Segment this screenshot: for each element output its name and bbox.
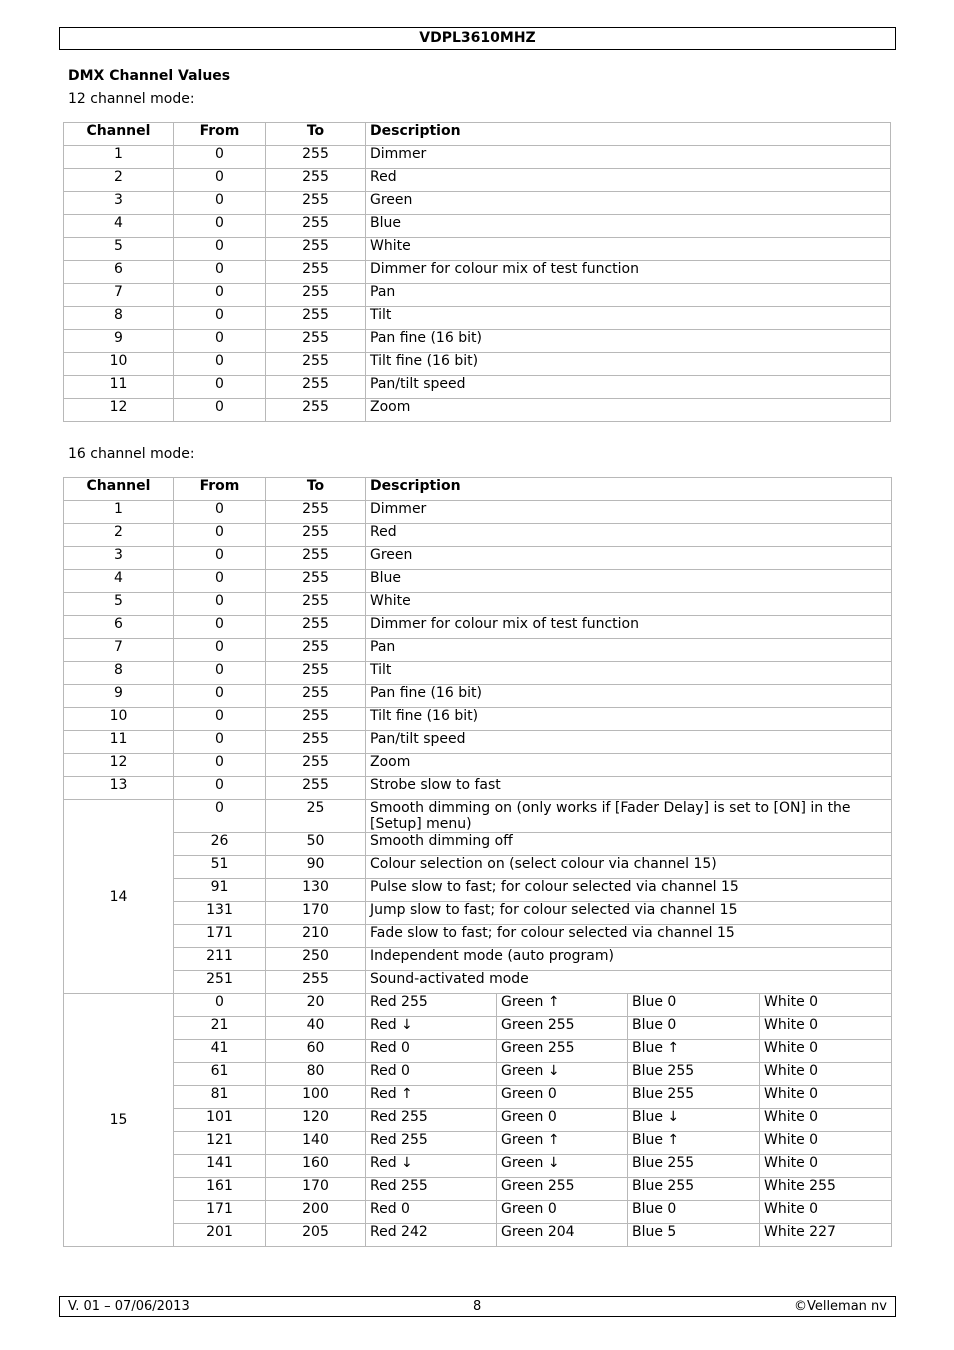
cell-from: 0	[174, 215, 266, 238]
table-row	[64, 902, 892, 925]
cell-description: Tilt	[366, 662, 892, 685]
cell-from: 251	[174, 971, 266, 994]
cell-from: 41	[174, 1040, 266, 1063]
table-row	[64, 570, 892, 593]
cell-to: 255	[266, 146, 366, 169]
cell-white: White 227	[760, 1224, 892, 1247]
cell-description: Fade slow to fast; for colour selected via channel 15	[366, 925, 892, 948]
table-row	[64, 731, 892, 754]
table-row	[64, 777, 892, 800]
cell-from: 0	[174, 146, 266, 169]
cell-from: 0	[174, 353, 266, 376]
cell-to: 255	[266, 639, 366, 662]
table-row	[64, 307, 891, 330]
cell-to: 50	[266, 833, 366, 856]
cell-green: Green 0	[497, 1109, 628, 1132]
cell-from: 21	[174, 1017, 266, 1040]
cell-description: Red	[366, 524, 892, 547]
cell-description: Tilt	[366, 307, 891, 330]
cell-description: Pulse slow to fast; for colour selected via channel 15	[366, 879, 892, 902]
cell-to: 255	[266, 353, 366, 376]
cell-to: 255	[266, 524, 366, 547]
cell-to: 255	[266, 215, 366, 238]
table-row	[64, 754, 892, 777]
cell-channel: 4	[64, 570, 174, 593]
table-row	[64, 1040, 892, 1063]
cell-to: 140	[266, 1132, 366, 1155]
table-row	[64, 501, 892, 524]
cell-white: White 0	[760, 1040, 892, 1063]
cell-to: 255	[266, 307, 366, 330]
cell-description: Red	[366, 169, 891, 192]
cell-description: Tilt fine (16 bit)	[366, 353, 891, 376]
cell-to: 170	[266, 902, 366, 925]
cell-to: 255	[266, 399, 366, 422]
cell-from: 0	[174, 376, 266, 399]
cell-blue: Blue 255	[628, 1155, 760, 1178]
section-title: DMX Channel Values	[68, 68, 231, 84]
cell-to: 255	[266, 731, 366, 754]
cell-description: Dimmer for colour mix of test function	[366, 261, 891, 284]
cell-from: 0	[174, 639, 266, 662]
cell-red: Red 0	[366, 1063, 497, 1086]
cell-to: 255	[266, 777, 366, 800]
cell-description: White	[366, 238, 891, 261]
cell-from: 0	[174, 261, 266, 284]
table-row	[64, 192, 891, 215]
cell-from: 26	[174, 833, 266, 856]
table-row	[64, 376, 891, 399]
cell-green: Green 0	[497, 1201, 628, 1224]
cell-red: Red 242	[366, 1224, 497, 1247]
footer-page-number: 8	[473, 1299, 482, 1314]
cell-green: Green 255	[497, 1040, 628, 1063]
cell-green: Green 204	[497, 1224, 628, 1247]
cell-to: 255	[266, 662, 366, 685]
cell-blue: Blue ↑	[628, 1132, 760, 1155]
cell-from: 0	[174, 501, 266, 524]
cell-blue: Blue 0	[628, 1017, 760, 1040]
table-row	[64, 856, 892, 879]
cell-from: 0	[174, 307, 266, 330]
cell-to: 255	[266, 971, 366, 994]
cell-channel: 8	[64, 662, 174, 685]
cell-description: Independent mode (auto program)	[366, 948, 892, 971]
cell-green: Green ↓	[497, 1063, 628, 1086]
table-row	[64, 1178, 892, 1201]
col-description: Description	[366, 123, 891, 146]
cell-to: 255	[266, 330, 366, 353]
cell-channel: 15	[64, 994, 174, 1247]
cell-to: 255	[266, 261, 366, 284]
cell-description: Colour selection on (select colour via channel 15)	[366, 856, 892, 879]
cell-from: 121	[174, 1132, 266, 1155]
cell-from: 101	[174, 1109, 266, 1132]
cell-to: 20	[266, 994, 366, 1017]
table-row	[64, 1155, 892, 1178]
cell-to: 100	[266, 1086, 366, 1109]
cell-from: 131	[174, 902, 266, 925]
table-row	[64, 800, 892, 833]
header-title: VDPL3610MHZ	[419, 30, 536, 46]
cell-description: Smooth dimming off	[366, 833, 892, 856]
cell-green: Green ↑	[497, 1132, 628, 1155]
cell-to: 200	[266, 1201, 366, 1224]
table-row	[64, 1086, 892, 1109]
cell-red: Red ↓	[366, 1155, 497, 1178]
cell-description: Dimmer	[366, 501, 892, 524]
table-row	[64, 238, 891, 261]
cell-description: Strobe slow to fast	[366, 777, 892, 800]
cell-channel: 5	[64, 593, 174, 616]
cell-description: Blue	[366, 215, 891, 238]
cell-description: White	[366, 593, 892, 616]
cell-from: 0	[174, 238, 266, 261]
cell-blue: Blue ↓	[628, 1109, 760, 1132]
table-row	[64, 215, 891, 238]
cell-channel: 6	[64, 616, 174, 639]
table-row	[64, 639, 892, 662]
cell-description: Dimmer for colour mix of test function	[366, 616, 892, 639]
cell-from: 0	[174, 192, 266, 215]
cell-from: 141	[174, 1155, 266, 1178]
cell-description: Sound-activated mode	[366, 971, 892, 994]
col-to: To	[266, 478, 366, 501]
cell-from: 0	[174, 800, 266, 833]
cell-white: White 255	[760, 1178, 892, 1201]
cell-channel: 1	[64, 146, 174, 169]
cell-channel: 11	[64, 731, 174, 754]
cell-channel: 12	[64, 399, 174, 422]
cell-to: 205	[266, 1224, 366, 1247]
table-row	[64, 971, 892, 994]
table16-caption: 16 channel mode:	[68, 446, 195, 462]
col-description: Description	[366, 478, 892, 501]
col-channel: Channel	[64, 123, 174, 146]
cell-to: 255	[266, 501, 366, 524]
table-row	[64, 169, 891, 192]
cell-to: 255	[266, 708, 366, 731]
cell-to: 160	[266, 1155, 366, 1178]
cell-description: Pan	[366, 284, 891, 307]
table-body	[64, 501, 892, 1247]
cell-description: Pan	[366, 639, 892, 662]
cell-to: 210	[266, 925, 366, 948]
cell-green: Green 255	[497, 1017, 628, 1040]
cell-to: 60	[266, 1040, 366, 1063]
footer-version: V. 01 – 07/06/2013	[68, 1299, 190, 1314]
table-row	[64, 1109, 892, 1132]
table-row	[64, 547, 892, 570]
cell-description: Pan fine (16 bit)	[366, 330, 891, 353]
cell-channel: 3	[64, 547, 174, 570]
cell-green: Green 255	[497, 1178, 628, 1201]
cell-to: 255	[266, 754, 366, 777]
cell-description: Smooth dimming on (only works if [Fader Delay] is set to [ON] in the [Setup] menu)	[366, 800, 892, 833]
cell-from: 81	[174, 1086, 266, 1109]
table-row	[64, 994, 892, 1017]
cell-white: White 0	[760, 994, 892, 1017]
table-header-row	[64, 123, 891, 146]
cell-to: 120	[266, 1109, 366, 1132]
cell-channel: 3	[64, 192, 174, 215]
cell-red: Red ↓	[366, 1017, 497, 1040]
cell-blue: Blue 255	[628, 1086, 760, 1109]
cell-channel: 4	[64, 215, 174, 238]
cell-from: 0	[174, 685, 266, 708]
cell-channel: 5	[64, 238, 174, 261]
cell-green: Green ↑	[497, 994, 628, 1017]
cell-red: Red 255	[366, 994, 497, 1017]
footer-copyright: ©Velleman nv	[793, 1299, 887, 1314]
cell-to: 255	[266, 169, 366, 192]
table-row	[64, 399, 891, 422]
table-row	[64, 524, 892, 547]
cell-channel: 11	[64, 376, 174, 399]
table-row	[64, 1063, 892, 1086]
cell-white: White 0	[760, 1201, 892, 1224]
page-footer	[59, 1296, 896, 1317]
cell-red: Red 0	[366, 1040, 497, 1063]
cell-to: 255	[266, 593, 366, 616]
table-row	[64, 284, 891, 307]
cell-from: 0	[174, 708, 266, 731]
cell-blue: Blue 255	[628, 1178, 760, 1201]
table-row	[64, 879, 892, 902]
table-12-channel	[63, 122, 891, 422]
table-row	[64, 616, 892, 639]
cell-to: 255	[266, 547, 366, 570]
cell-from: 211	[174, 948, 266, 971]
cell-to: 255	[266, 570, 366, 593]
cell-green: Green ↓	[497, 1155, 628, 1178]
cell-description: Zoom	[366, 754, 892, 777]
cell-description: Pan/tilt speed	[366, 376, 891, 399]
cell-to: 25	[266, 800, 366, 833]
table-row	[64, 833, 892, 856]
cell-channel: 14	[64, 800, 174, 994]
cell-white: White 0	[760, 1109, 892, 1132]
cell-description: Pan fine (16 bit)	[366, 685, 892, 708]
cell-channel: 10	[64, 353, 174, 376]
cell-to: 130	[266, 879, 366, 902]
cell-red: Red 255	[366, 1178, 497, 1201]
cell-from: 0	[174, 731, 266, 754]
cell-blue: Blue 0	[628, 994, 760, 1017]
cell-from: 0	[174, 330, 266, 353]
cell-description: Tilt fine (16 bit)	[366, 708, 892, 731]
table-row	[64, 1017, 892, 1040]
cell-white: White 0	[760, 1017, 892, 1040]
cell-white: White 0	[760, 1155, 892, 1178]
table-row	[64, 261, 891, 284]
cell-to: 80	[266, 1063, 366, 1086]
cell-from: 0	[174, 284, 266, 307]
cell-to: 40	[266, 1017, 366, 1040]
cell-white: White 0	[760, 1086, 892, 1109]
table-row	[64, 708, 892, 731]
cell-channel: 6	[64, 261, 174, 284]
cell-to: 255	[266, 376, 366, 399]
cell-blue: Blue 5	[628, 1224, 760, 1247]
cell-red: Red ↑	[366, 1086, 497, 1109]
cell-channel: 2	[64, 524, 174, 547]
cell-description: Jump slow to fast; for colour selected via channel 15	[366, 902, 892, 925]
cell-from: 0	[174, 399, 266, 422]
cell-red: Red 0	[366, 1201, 497, 1224]
cell-red: Red 255	[366, 1132, 497, 1155]
cell-to: 255	[266, 284, 366, 307]
cell-description: Green	[366, 192, 891, 215]
cell-channel: 12	[64, 754, 174, 777]
table-header-row	[64, 478, 892, 501]
cell-from: 171	[174, 925, 266, 948]
col-from: From	[174, 123, 266, 146]
cell-to: 255	[266, 616, 366, 639]
cell-blue: Blue 0	[628, 1201, 760, 1224]
cell-red: Red 255	[366, 1109, 497, 1132]
cell-description: Dimmer	[366, 146, 891, 169]
table-row	[64, 685, 892, 708]
table-row	[64, 593, 892, 616]
cell-from: 61	[174, 1063, 266, 1086]
table-row	[64, 1201, 892, 1224]
table-row	[64, 353, 891, 376]
cell-to: 255	[266, 238, 366, 261]
cell-channel: 9	[64, 685, 174, 708]
cell-from: 0	[174, 524, 266, 547]
cell-from: 0	[174, 994, 266, 1017]
cell-channel: 10	[64, 708, 174, 731]
cell-from: 0	[174, 662, 266, 685]
cell-to: 250	[266, 948, 366, 971]
cell-blue: Blue ↑	[628, 1040, 760, 1063]
cell-channel: 1	[64, 501, 174, 524]
cell-channel: 7	[64, 284, 174, 307]
cell-white: White 0	[760, 1063, 892, 1086]
table-row	[64, 330, 891, 353]
table-16-channel	[63, 477, 892, 1247]
cell-blue: Blue 255	[628, 1063, 760, 1086]
cell-green: Green 0	[497, 1086, 628, 1109]
cell-channel: 7	[64, 639, 174, 662]
col-to: To	[266, 123, 366, 146]
cell-from: 0	[174, 616, 266, 639]
cell-from: 0	[174, 547, 266, 570]
cell-description: Pan/tilt speed	[366, 731, 892, 754]
table-row	[64, 948, 892, 971]
cell-description: Green	[366, 547, 892, 570]
table-row	[64, 662, 892, 685]
col-from: From	[174, 478, 266, 501]
cell-description: Zoom	[366, 399, 891, 422]
cell-from: 161	[174, 1178, 266, 1201]
cell-from: 0	[174, 593, 266, 616]
cell-channel: 2	[64, 169, 174, 192]
cell-from: 0	[174, 169, 266, 192]
cell-to: 170	[266, 1178, 366, 1201]
cell-from: 0	[174, 777, 266, 800]
cell-to: 255	[266, 192, 366, 215]
cell-from: 201	[174, 1224, 266, 1247]
col-channel: Channel	[64, 478, 174, 501]
cell-to: 90	[266, 856, 366, 879]
cell-channel: 8	[64, 307, 174, 330]
table-row	[64, 925, 892, 948]
cell-channel: 13	[64, 777, 174, 800]
table-row	[64, 146, 891, 169]
page-header	[59, 27, 896, 50]
table-body	[64, 146, 891, 422]
cell-from: 51	[174, 856, 266, 879]
cell-from: 91	[174, 879, 266, 902]
cell-white: White 0	[760, 1132, 892, 1155]
cell-from: 171	[174, 1201, 266, 1224]
cell-from: 0	[174, 570, 266, 593]
cell-channel: 9	[64, 330, 174, 353]
table-row	[64, 1132, 892, 1155]
cell-description: Blue	[366, 570, 892, 593]
table-row	[64, 1224, 892, 1247]
cell-from: 0	[174, 754, 266, 777]
table12-caption: 12 channel mode:	[68, 91, 195, 107]
cell-to: 255	[266, 685, 366, 708]
